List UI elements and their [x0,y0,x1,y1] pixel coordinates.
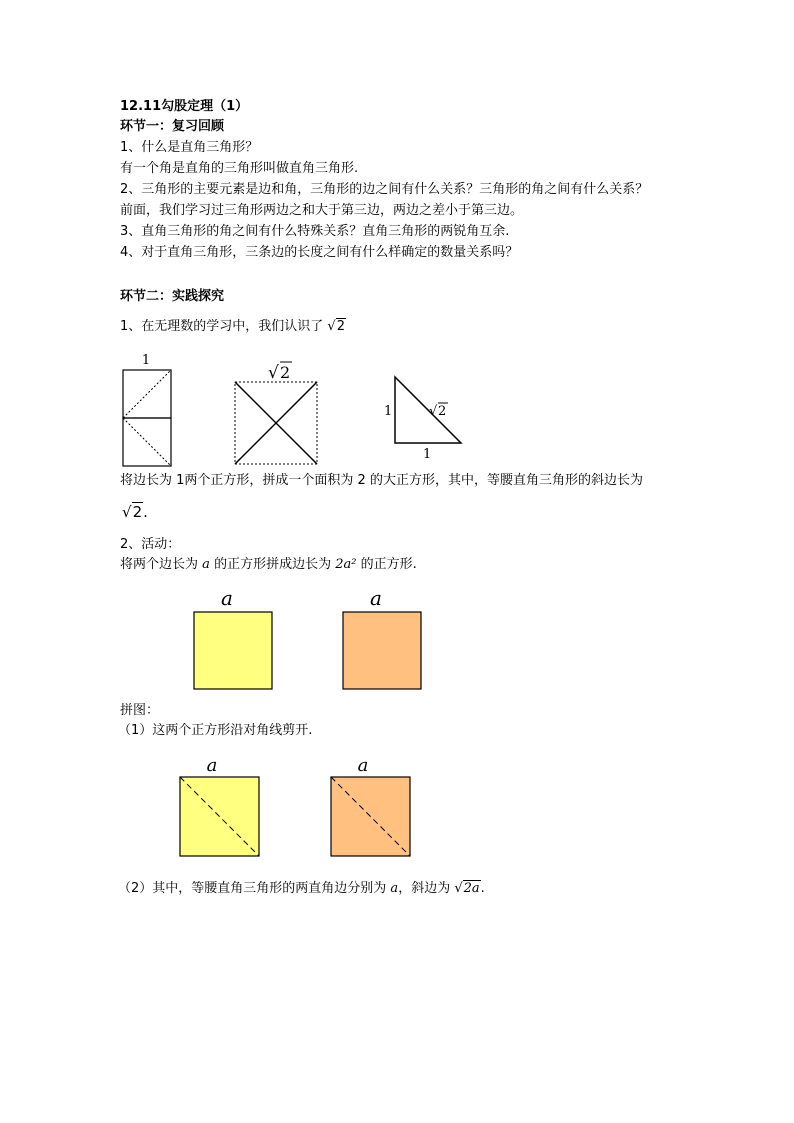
question-3: 3、直角三角形的角之间有什么特殊关系？直角三角形的两锐角互余. [120,224,510,239]
activity-var-a: a [202,557,210,572]
activity-text [120,556,417,574]
item-1-text: 1、在无理数的学习中，我们认识了 [120,319,324,334]
page-title: 12.11勾股定理（1） [120,99,249,114]
item-2: 2、活动： [120,537,181,552]
figure-big-square [228,350,323,470]
figure-two-unit-squares [118,350,178,470]
label-one: 1 [141,353,151,368]
orange-square [343,612,421,689]
step-2-expr: 2a [463,881,480,896]
section1-heading: 环节一：复习回顾 [120,119,225,134]
sqrt-symbol: √ [327,319,336,334]
tri-leg-label: 1 [384,404,393,419]
step-1: （1）这两个正方形沿对角线剪开. [118,723,313,738]
sqrt-radicand: 2 [336,319,345,334]
question-1: 1、什么是直角三角形？ [120,140,259,155]
step-2-part-b: ，斜边为 [398,881,451,896]
orange-square-figure [339,584,429,694]
sqrt-sign-top: √ [268,363,279,383]
step-2-period: . [480,881,485,896]
tri-hyp-sqrt: √ [429,404,438,419]
activity-part-c: 的正方形. [360,557,417,572]
pin-label: 拼图： [120,703,160,718]
answer-1: 有一个角是直角的三角形叫做直角三角形. [120,161,359,176]
yellow-square [194,612,272,689]
conclusion-period: . [143,503,148,521]
step-2-var: a [390,881,399,896]
activity-part-a: 将两个边长为 [120,557,199,572]
question-2: 2、三角形的主要元素是边和角，三角形的边之间有什么关系？三角形的角之间有什么关系？ [120,182,649,197]
figure-right-triangle [374,372,469,460]
conclusion-text: 将边长为 1两个正方形，拼成一个面积为 2 的大正方形，其中，等腰直角三角形的斜边长为 [120,473,643,488]
conclusion-value [122,503,148,521]
step-2 [118,880,485,898]
section2-heading: 环节二：实践探究 [120,289,225,304]
yellow-cut-label: a [206,755,218,776]
orange-cut-label: a [357,755,369,776]
yellow-cut-square-figure [175,752,265,860]
conclusion-two: 2 [132,503,143,521]
question-4: 4、对于直角三角形，三条边的长度之间有什么样确定的数量关系吗？ [120,245,519,260]
activity-part-b: 的正方形拼成边长为 [214,557,332,572]
item-1 [120,318,346,336]
yellow-square-label: a [221,586,233,610]
activity-expr: 2a² [335,557,357,572]
tri-hyp-two: 2 [438,404,447,419]
step-2-part-a: （2）其中，等腰直角三角形的两直角边分别为 [118,881,387,896]
conclusion-sqrt: √ [122,503,132,521]
step-2-sqrt: √ [454,881,463,896]
orange-cut-square-figure [326,752,416,860]
two-top: 2 [280,363,291,382]
answer-2: 前面，我们学习过三角形两边之和大于第三边，两边之差小于第三边。 [120,203,524,218]
orange-square-label: a [370,586,382,610]
yellow-square-figure [190,584,280,694]
tri-base-label: 1 [423,447,432,460]
